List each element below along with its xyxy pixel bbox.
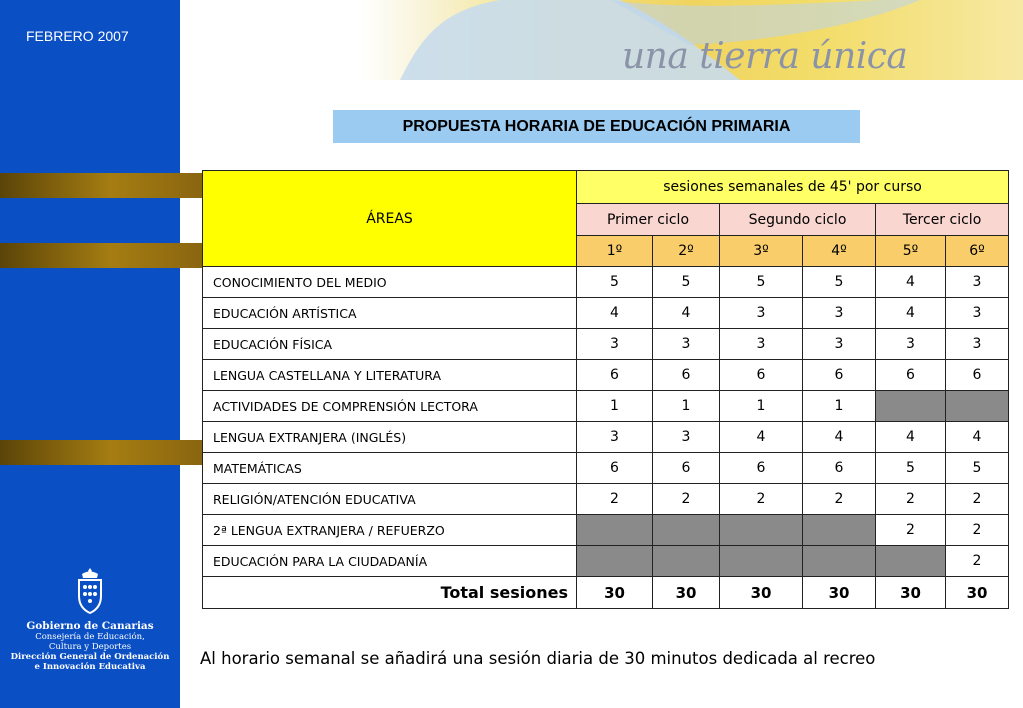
decorative-stripe xyxy=(0,173,202,198)
session-cell: 6 xyxy=(946,360,1009,391)
total-cell: 30 xyxy=(876,577,946,609)
session-cell: 2 xyxy=(876,515,946,546)
session-cell: 5 xyxy=(803,267,876,298)
cycle-header: Segundo ciclo xyxy=(720,204,876,236)
logo-line: Cultura y Deportes xyxy=(48,642,132,652)
session-cell: 3 xyxy=(803,298,876,329)
session-cell: 6 xyxy=(653,360,720,391)
table-row xyxy=(203,546,1009,577)
session-cell: 3 xyxy=(946,298,1009,329)
cycle-header: Primer ciclo xyxy=(577,204,720,236)
session-cell: 2 xyxy=(946,484,1009,515)
session-cell: 1 xyxy=(653,391,720,422)
course-header: 5º xyxy=(876,236,946,267)
table-row xyxy=(203,515,1009,546)
session-cell: 3 xyxy=(876,329,946,360)
session-cell: 3 xyxy=(720,329,803,360)
session-cell: 5 xyxy=(577,267,653,298)
session-cell: 2 xyxy=(577,484,653,515)
table-row xyxy=(203,329,1009,360)
session-cell: 3 xyxy=(653,329,720,360)
areas-header: ÁREAS xyxy=(203,171,577,267)
footnote: Al horario semanal se añadirá una sesión diaria de 30 minutos dedicada al recreo xyxy=(200,649,876,668)
session-cell: 3 xyxy=(720,298,803,329)
empty-cell xyxy=(876,546,946,577)
logo-title: Gobierno de Canarias xyxy=(26,620,154,632)
session-cell: 4 xyxy=(876,267,946,298)
total-cell: 30 xyxy=(720,577,803,609)
logo-line: Dirección General de Ordenación xyxy=(10,652,170,662)
header-banner xyxy=(360,0,1023,80)
empty-cell xyxy=(577,515,653,546)
banner-slogan: una tierra única xyxy=(622,36,908,77)
session-cell: 3 xyxy=(653,422,720,453)
session-cell: 6 xyxy=(803,453,876,484)
session-cell: 6 xyxy=(577,453,653,484)
area-name: EDUCACIÓN ARTÍSTICA xyxy=(203,298,577,329)
session-cell: 4 xyxy=(653,298,720,329)
empty-cell xyxy=(720,546,803,577)
empty-cell xyxy=(803,515,876,546)
course-header: 2º xyxy=(653,236,720,267)
session-cell: 3 xyxy=(946,267,1009,298)
area-name: CONOCIMIENTO DEL MEDIO xyxy=(203,267,577,298)
session-cell: 6 xyxy=(803,360,876,391)
session-cell: 1 xyxy=(803,391,876,422)
session-cell: 2 xyxy=(653,484,720,515)
table-row xyxy=(203,422,1009,453)
session-cell: 3 xyxy=(577,329,653,360)
session-cell: 6 xyxy=(577,360,653,391)
session-cell: 5 xyxy=(653,267,720,298)
session-cell: 4 xyxy=(803,422,876,453)
area-name: RELIGIÓN/ATENCIÓN EDUCATIVA xyxy=(203,484,577,515)
session-cell: 1 xyxy=(577,391,653,422)
session-cell: 6 xyxy=(876,360,946,391)
total-cell: 30 xyxy=(577,577,653,609)
session-cell: 5 xyxy=(946,453,1009,484)
session-cell: 4 xyxy=(876,422,946,453)
area-name: EDUCACIÓN FÍSICA xyxy=(203,329,577,360)
empty-cell xyxy=(653,546,720,577)
table-row xyxy=(203,453,1009,484)
session-cell: 2 xyxy=(720,484,803,515)
area-name: EDUCACIÓN PARA LA CIUDADANÍA xyxy=(203,546,577,577)
total-label: Total sesiones xyxy=(203,577,577,609)
session-cell: 3 xyxy=(577,422,653,453)
session-cell: 4 xyxy=(876,298,946,329)
course-header: 1º xyxy=(577,236,653,267)
session-cell: 6 xyxy=(653,453,720,484)
session-cell: 4 xyxy=(946,422,1009,453)
page-title: PROPUESTA HORARIA DE EDUCACIÓN PRIMARIA xyxy=(333,110,860,143)
table-row xyxy=(203,391,1009,422)
area-name: LENGUA CASTELLANA Y LITERATURA xyxy=(203,360,577,391)
empty-cell xyxy=(720,515,803,546)
total-row xyxy=(203,577,1009,609)
session-cell: 2 xyxy=(803,484,876,515)
total-cell: 30 xyxy=(803,577,876,609)
total-cell: 30 xyxy=(653,577,720,609)
session-cell: 1 xyxy=(720,391,803,422)
empty-cell xyxy=(876,391,946,422)
logo-line: Consejería de Educación, xyxy=(35,632,145,642)
empty-cell xyxy=(653,515,720,546)
date-label: FEBRERO 2007 xyxy=(26,28,129,44)
area-name: MATEMÁTICAS xyxy=(203,453,577,484)
session-cell: 2 xyxy=(946,515,1009,546)
schedule-body xyxy=(203,267,1009,577)
table-row xyxy=(203,267,1009,298)
sessions-header: sesiones semanales de 45' por curso xyxy=(577,171,1009,204)
session-cell: 5 xyxy=(876,453,946,484)
course-header: 3º xyxy=(720,236,803,267)
empty-cell xyxy=(946,391,1009,422)
government-logo xyxy=(0,568,180,672)
decorative-stripe xyxy=(0,243,202,268)
logo-line: e Innovación Educativa xyxy=(34,662,146,672)
area-name: 2ª LENGUA EXTRANJERA / REFUERZO xyxy=(203,515,577,546)
table-row xyxy=(203,298,1009,329)
decorative-stripe xyxy=(0,440,202,465)
total-cell: 30 xyxy=(946,577,1009,609)
session-cell: 2 xyxy=(946,546,1009,577)
session-cell: 6 xyxy=(720,360,803,391)
area-name: ACTIVIDADES DE COMPRENSIÓN LECTORA xyxy=(203,391,577,422)
course-header: 6º xyxy=(946,236,1009,267)
session-cell: 4 xyxy=(577,298,653,329)
table-row xyxy=(203,484,1009,515)
session-cell: 4 xyxy=(720,422,803,453)
session-cell: 2 xyxy=(876,484,946,515)
session-cell: 6 xyxy=(720,453,803,484)
schedule-table xyxy=(202,170,1009,609)
area-name: LENGUA EXTRANJERA (INGLÉS) xyxy=(203,422,577,453)
coat-of-arms-icon xyxy=(74,568,106,614)
session-cell: 5 xyxy=(720,267,803,298)
course-header: 4º xyxy=(803,236,876,267)
cycle-header: Tercer ciclo xyxy=(876,204,1009,236)
session-cell: 3 xyxy=(803,329,876,360)
session-cell: 3 xyxy=(946,329,1009,360)
empty-cell xyxy=(803,546,876,577)
empty-cell xyxy=(577,546,653,577)
table-row xyxy=(203,360,1009,391)
